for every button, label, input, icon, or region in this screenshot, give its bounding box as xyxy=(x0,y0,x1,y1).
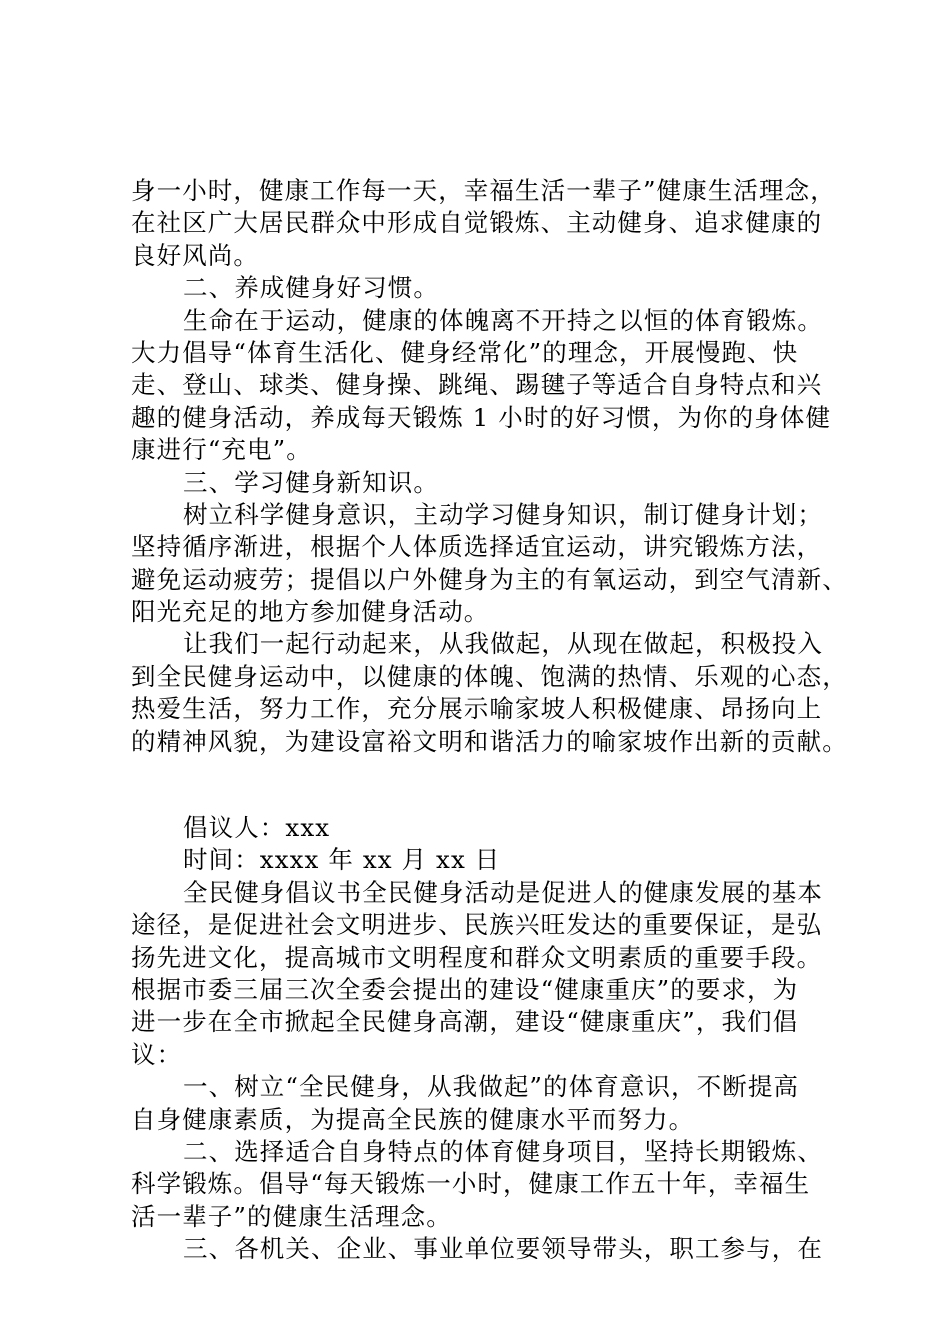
text-line: 身一小时，健康工作每一天，幸福生活一辈子”健康生活理念， xyxy=(131,176,836,205)
text-line: 大力倡导“体育生活化、健身经常化”的理念，开展慢跑、快 xyxy=(131,337,799,367)
text-line: 阳光充足的地方参加健身活动。 xyxy=(131,597,490,627)
section-heading: 二、养成健身好习惯。 xyxy=(183,273,439,303)
section-heading: 三、学习健身新知识。 xyxy=(183,467,439,497)
text-line: 途径，是促进社会文明进步、民族兴旺发达的重要保证，是弘 xyxy=(131,910,823,940)
text-line: 科学锻炼。倡导“每天锻炼一小时，健康工作五十年，幸福生 xyxy=(131,1169,811,1199)
text-line: 坚持循序渐进，根据个人体质选择适宜运动，讲究锻炼方法， xyxy=(131,532,823,562)
text-line: 树立科学健身意识，主动学习健身知识，制订健身计划； xyxy=(183,499,823,529)
text-line: 全民健身倡议书全民健身活动是促进人的健康发展的基本 xyxy=(183,877,823,907)
text-line: 扬先进文化，提高城市文明程度和群众文明素质的重要手段。 xyxy=(131,942,823,972)
text-line: 二、选择适合自身特点的体育健身项目，坚持长期锻炼、 xyxy=(183,1136,823,1166)
text-line: 三、各机关、企业、事业单位要领导带头，职工参与，在 xyxy=(183,1234,823,1264)
text-line: 良好风尚。 xyxy=(131,240,259,270)
text-line: 在社区广大居民群众中形成自觉锻炼、主动健身、追求健康的 xyxy=(131,208,823,238)
date-line: 时间：xxxx 年 xx 月 xx 日 xyxy=(183,845,501,875)
text-line: 的精神风貌，为建设富裕文明和谐活力的喻家坡作出新的贡献。 xyxy=(131,726,848,756)
text-line: 趣的健身活动，养成每天锻炼 1 小时的好习惯，为你的身体健 xyxy=(131,402,832,432)
text-line: 康进行“充电”。 xyxy=(131,435,312,465)
text-line: 避免运动疲劳；提倡以户外健身为主的有氧运动，到空气清新、 xyxy=(131,564,848,594)
text-line: 让我们一起行动起来，从我做起，从现在做起，积极投入 xyxy=(183,629,823,659)
text-line: 自身健康素质，为提高全民族的健康水平而努力。 xyxy=(131,1104,695,1134)
text-line: 根据市委三届三次全委会提出的建设“健康重庆”的要求，为 xyxy=(131,974,799,1004)
document-body xyxy=(131,175,848,1266)
text-line: 活一辈子”的健康生活理念。 xyxy=(131,1201,452,1231)
text-line: 生命在于运动，健康的体魄离不开持之以恒的体育锻炼。 xyxy=(183,305,823,335)
text-line: 一、树立“全民健身，从我做起”的体育意识，不断提高 xyxy=(183,1072,800,1102)
text-line: 进一步在全市掀起全民健身高潮，建设“健康重庆”，我们倡 xyxy=(131,1007,799,1037)
text-line: 走、登山、球类、健身操、跳绳、踢毽子等适合自身特点和兴 xyxy=(131,370,823,400)
blank-space xyxy=(131,758,831,812)
text-line: 热爱生活，努力工作，充分展示喻家坡人积极健康、昂扬向上 xyxy=(131,694,823,724)
text-line: 到全民健身运动中，以健康的体魄、饱满的热情、乐观的心态， xyxy=(131,661,848,691)
proposer-line: 倡议人：xxx xyxy=(183,813,331,843)
text-line: 议： xyxy=(131,1039,183,1069)
